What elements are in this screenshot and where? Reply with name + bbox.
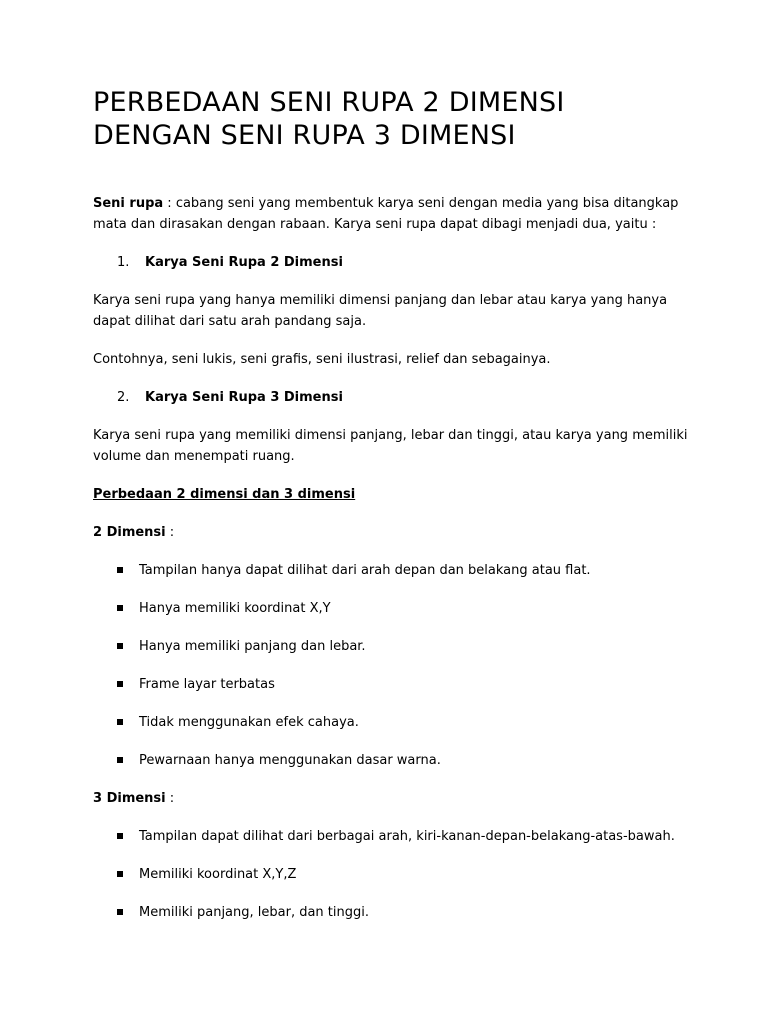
- dim2-heading: [93, 522, 693, 543]
- intro-term: Seni rupa: [93, 196, 164, 211]
- square-bullet-icon: [117, 605, 123, 611]
- list-item-text: Hanya memiliki panjang dan lebar.: [139, 639, 366, 654]
- square-bullet-icon: [117, 871, 123, 877]
- list-item: [93, 826, 693, 847]
- dim3-list: [93, 826, 693, 923]
- list-item: [93, 674, 693, 695]
- section-2-title: Karya Seni Rupa 3 Dimensi: [145, 390, 343, 405]
- list-item-text: Tidak menggunakan efek cahaya.: [139, 715, 359, 730]
- list-item: [93, 750, 693, 771]
- square-bullet-icon: [117, 681, 123, 687]
- list-item-text: Frame layar terbatas: [139, 677, 275, 692]
- intro-text: : cabang seni yang membentuk karya seni dengan media yang bisa ditangkap mata dan dirasakan dengan rabaan. Karya seni rupa dapat dibagi menjadi dua, yaitu :: [93, 196, 679, 232]
- dim2-suffix: :: [165, 525, 175, 540]
- comparison-heading: Perbedaan 2 dimensi dan 3 dimensi: [93, 487, 356, 502]
- list-item-text: Memiliki koordinat X,Y,Z: [139, 867, 297, 882]
- title-line-1: PERBEDAAN SENI RUPA 2 DIMENSI: [93, 87, 565, 118]
- document-title: [93, 86, 693, 152]
- document-page: [93, 86, 693, 940]
- section-2-paragraph-1: Karya seni rupa yang memiliki dimensi panjang, lebar dan tinggi, atau karya yang memiliki volume dan menempati ruang.: [93, 428, 688, 464]
- section-1-paragraph-2: Contohnya, seni lukis, seni grafis, seni ilustrasi, relief dan sebagainya.: [93, 352, 551, 367]
- list-item: [93, 598, 693, 619]
- list-item: [93, 902, 693, 923]
- square-bullet-icon: [117, 643, 123, 649]
- section-1-paragraph-1: Karya seni rupa yang hanya memiliki dimensi panjang dan lebar atau karya yang hanya dapat dilihat dari satu arah pandang saja.: [93, 293, 668, 329]
- list-item-text: Memiliki panjang, lebar, dan tinggi.: [139, 905, 370, 920]
- section-2-heading: [117, 387, 693, 408]
- title-line-2: DENGAN SENI RUPA 3 DIMENSI: [93, 120, 516, 151]
- intro-paragraph: [93, 193, 693, 235]
- dim2-list: [93, 560, 693, 771]
- square-bullet-icon: [117, 833, 123, 839]
- section-1-heading: [117, 252, 693, 273]
- square-bullet-icon: [117, 909, 123, 915]
- square-bullet-icon: [117, 757, 123, 763]
- list-item-text: Hanya memiliki koordinat X,Y: [139, 601, 331, 616]
- list-item-text: Tampilan hanya dapat dilihat dari arah depan dan belakang atau flat.: [139, 563, 591, 578]
- list-item: [93, 864, 693, 885]
- square-bullet-icon: [117, 567, 123, 573]
- list-item-text: Pewarnaan hanya menggunakan dasar warna.: [139, 753, 441, 768]
- list-item-text: Tampilan dapat dilihat dari berbagai arah, kiri-kanan-depan-belakang-atas-bawah.: [139, 829, 675, 844]
- dim3-heading: [93, 788, 693, 809]
- dim2-label: 2 Dimensi: [93, 525, 166, 540]
- section-1-title: Karya Seni Rupa 2 Dimensi: [145, 255, 343, 270]
- section-2-number: 2.: [117, 390, 130, 405]
- list-item: [93, 560, 693, 581]
- section-1-number: 1.: [117, 255, 130, 270]
- list-item: [93, 636, 693, 657]
- dim3-label: 3 Dimensi: [93, 791, 166, 806]
- dim3-suffix: :: [165, 791, 175, 806]
- square-bullet-icon: [117, 719, 123, 725]
- list-item: [93, 712, 693, 733]
